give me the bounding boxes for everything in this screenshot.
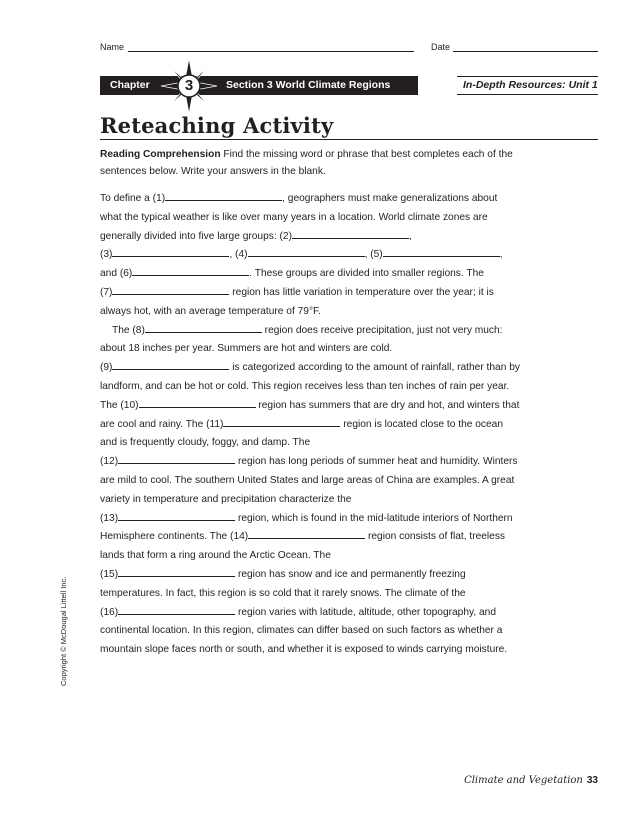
passage-text: To define a (1) [100,193,166,204]
page-number: 33 [586,775,598,786]
passage-text: (3) [100,249,113,261]
passage-text: . These groups are divided into smaller regions. The [249,268,484,280]
answer-blank-12[interactable] [118,454,235,464]
passage-text: region, which is found in the mid-latitude interiors of Northern Hemisphere continents. The (14) [100,512,513,543]
passage-text: The (8) [112,324,145,336]
resources-banner [457,76,598,95]
answer-blank-9[interactable] [112,360,229,370]
instructions [100,147,520,180]
answer-blank-14[interactable] [248,529,365,539]
passage-text: , [499,249,503,261]
passage-text: , [408,230,412,242]
passage-text: region does receive precipitation, just not very much: about 18 inches per year. Summers are hot and winters are cold. [100,324,503,355]
passage-text: region is located close to the ocean and is frequently cloudy, foggy, and damp. The [100,418,503,449]
passage-text: (13) [100,512,119,524]
title-divider [100,139,598,140]
answer-blank-4[interactable] [248,247,365,257]
passage-text: (12) [100,456,119,468]
chapter-label: Chapter [110,79,150,91]
passage-text: (9) [100,362,113,374]
resources-title: In-Depth Resources: Unit 1 [463,79,598,91]
passage-text: region consists of flat, treeless lands that form a ring around the Arctic Ocean. The [100,531,506,562]
section-title: Section 3 World Climate Regions [226,79,391,91]
passage-text: region varies with latitude, altitude, other topography, and continental location. In this region, climates can differ based on such factors as whether a mountain slope faces north or south, and whether it is exposed to winds carrying moisture. [100,606,508,656]
answer-blank-5[interactable] [383,247,500,257]
passage-text: , (5) [364,249,383,261]
passage-text: , (4) [229,249,248,261]
passage-text: region has snow and ice and permanently freezing temperatures. In fact, this region is so cold that it rarely snows. The climate of the [100,568,466,599]
answer-blank-6[interactable] [132,266,249,276]
passage-text: (16) [100,606,119,618]
date-field[interactable] [453,51,598,52]
name-label: Name [100,42,125,52]
page-footer [464,775,598,786]
answer-blank-2[interactable] [292,229,409,239]
passage-text: (15) [100,568,119,580]
instructions-lead: Reading Comprehension [100,149,221,160]
answer-blank-1[interactable] [165,191,282,201]
passage-text: region has little variation in temperature over the year; it is always hot, with an average temperature of 79°F. [100,286,494,317]
answer-blank-3[interactable] [112,247,229,257]
page-title: Reteaching Activity [100,113,334,138]
instructions-text: Find the missing word or phrase that best completes each of the sentences below. Write your answers in the blank. [100,149,513,177]
answer-blank-16[interactable] [118,605,235,615]
passage-text: region has long periods of summer heat and humidity. Winters are mild to cool. The southern United States and large areas of China are examples. A great variety in temperature and precipitation characterize the [100,456,518,505]
passage-text: region has summers that are dry and hot, and winters that are cool and rainy. The (11) [100,399,520,430]
answer-blank-15[interactable] [118,567,235,577]
answer-blank-11[interactable] [223,417,340,427]
name-field[interactable] [128,51,414,52]
date-label: Date [431,42,451,52]
chapter-number: 3 [184,77,194,94]
passage-text: and (6) [100,268,133,280]
answer-blank-8[interactable] [145,323,262,333]
passage-text: (7) [100,286,113,298]
activity-body [100,147,520,660]
reading-passage [100,190,520,660]
footer-title: Climate and Vegetation [464,775,583,786]
chapter-banner [100,76,418,95]
copyright-notice: Copyright © McDougal Littell Inc. [59,576,68,686]
passage-text: is categorized according to the amount of rainfall, rather than by landform, and can be hot or cold. This region receives less than ten inches of rain per year. The (10) [100,362,520,411]
passage-text: , geographers must make generalizations about what the typical weather is like over many years in a location. World climate zones are generally divided into five large groups: (2) [100,193,498,242]
answer-blank-7[interactable] [112,285,229,295]
answer-blank-10[interactable] [139,398,256,408]
answer-blank-13[interactable] [118,511,235,521]
